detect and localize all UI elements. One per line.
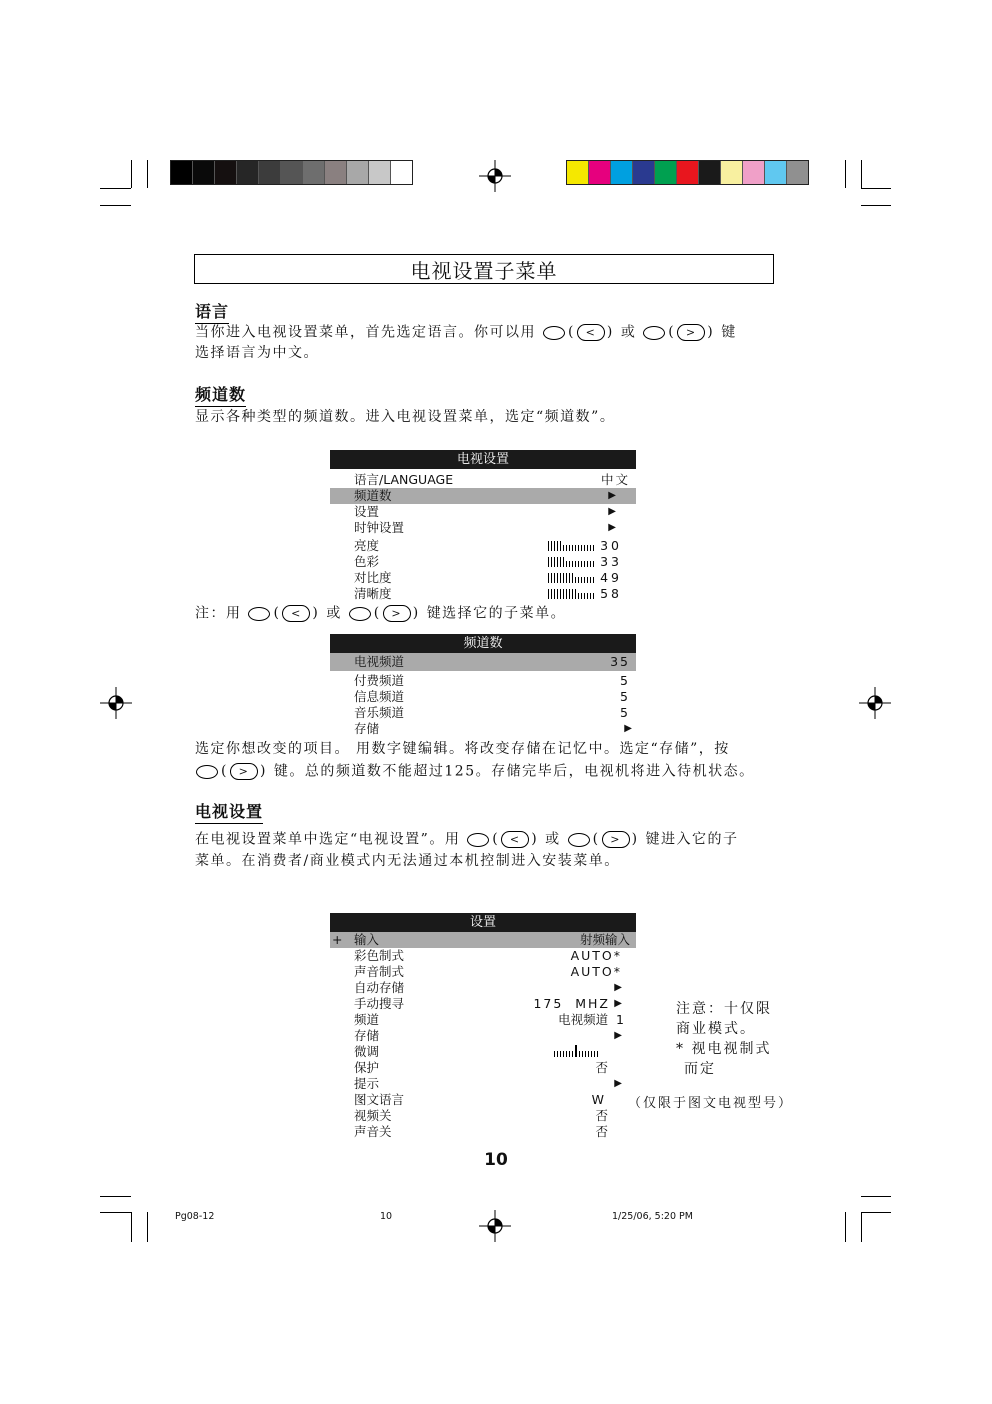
level-bar[interactable] xyxy=(548,573,594,583)
level-tick xyxy=(581,593,582,599)
menu-row[interactable] xyxy=(330,586,636,602)
side-note-line: * 视电视制式 xyxy=(676,1041,772,1057)
level-tick xyxy=(593,561,594,567)
row-label: 清晰度 xyxy=(354,586,392,601)
menu-row[interactable] xyxy=(330,689,636,705)
level-tick xyxy=(572,573,573,583)
level-tick xyxy=(572,589,573,599)
oval-button-icon xyxy=(349,607,371,621)
text: 或 xyxy=(326,605,342,622)
color-swatch xyxy=(589,161,611,184)
paren: ( xyxy=(273,605,281,621)
row-label: 存储 xyxy=(354,721,380,736)
crop-mark xyxy=(861,205,891,206)
row-value: 否 xyxy=(595,1108,610,1123)
color-swatch xyxy=(325,161,347,184)
menu-row[interactable] xyxy=(330,1044,636,1060)
row-value: 5 xyxy=(620,673,630,688)
registration-mark-icon xyxy=(479,1210,511,1242)
channels-paragraph: 显示各种类型的频道数。进入电视设置菜单，选定“频道数”。 xyxy=(195,409,616,425)
color-swatch xyxy=(303,161,325,184)
row-value: 电视频道 1 xyxy=(558,1012,624,1027)
registration-mark-icon xyxy=(859,687,891,719)
side-note-line: 而定 xyxy=(684,1061,716,1077)
oval-button-icon xyxy=(196,765,218,779)
level-value: 58 xyxy=(600,586,622,601)
fine-tick xyxy=(597,1051,598,1057)
row-label: 提示 xyxy=(354,1076,380,1091)
level-tick xyxy=(587,577,588,583)
level-tick xyxy=(563,589,564,599)
arrow-right-icon: ▶ xyxy=(614,982,622,993)
fine-tick xyxy=(572,1051,573,1057)
row-label: 声音关 xyxy=(354,1124,392,1139)
crop-mark xyxy=(861,1196,891,1197)
row-value: W xyxy=(591,1092,606,1107)
level-tick xyxy=(548,541,549,551)
menu-title: 设置 xyxy=(330,913,636,932)
arrow-right-icon: ▶ xyxy=(624,723,632,734)
color-swatch xyxy=(743,161,765,184)
edit-paragraph-line2 xyxy=(195,761,755,783)
text: 键选择它的子菜单。 xyxy=(426,605,567,622)
heading-tv-setup: 电视设置 xyxy=(195,799,263,824)
paren: ( xyxy=(221,763,228,779)
level-tick xyxy=(584,577,585,583)
level-tick xyxy=(557,589,558,599)
level-tick xyxy=(566,545,567,551)
crop-mark xyxy=(861,160,862,188)
right-arrow-button-icon: > xyxy=(230,763,258,780)
row-label: 输入 xyxy=(354,932,380,947)
row-label: 彩色制式 xyxy=(354,948,405,963)
row-label: 自动存储 xyxy=(354,980,405,995)
level-tick xyxy=(557,573,558,583)
left-key-icon xyxy=(543,322,614,343)
fine-tick xyxy=(560,1051,561,1057)
menu-row[interactable] xyxy=(330,570,636,586)
menu-row[interactable] xyxy=(330,980,636,996)
right-key-icon xyxy=(349,603,420,624)
left-key-icon xyxy=(248,603,319,624)
level-tick xyxy=(575,561,576,567)
left-arrow-button-icon: < xyxy=(501,831,529,848)
crop-mark xyxy=(861,1212,891,1213)
text: 或 xyxy=(620,324,637,341)
crop-mark xyxy=(100,1196,131,1197)
level-tick xyxy=(566,589,567,599)
menu-row[interactable] xyxy=(330,948,636,964)
menu-row[interactable] xyxy=(330,1108,636,1124)
right-arrow-button-icon: > xyxy=(602,831,630,848)
crop-mark xyxy=(147,160,148,188)
level-tick xyxy=(548,589,549,599)
side-note-line: 商业模式。 xyxy=(676,1021,756,1037)
level-tick xyxy=(569,545,570,551)
level-tick xyxy=(566,561,567,567)
level-tick xyxy=(551,573,552,583)
right-key-icon xyxy=(643,322,714,343)
side-note xyxy=(676,999,772,1079)
level-value: 49 xyxy=(600,570,622,585)
footer-date: 1/25/06, 5:20 PM xyxy=(612,1211,693,1222)
row-label: 色彩 xyxy=(354,554,380,569)
level-tick xyxy=(581,561,582,567)
level-bar[interactable] xyxy=(548,589,594,599)
crop-mark xyxy=(147,1212,148,1242)
level-tick xyxy=(575,589,576,599)
gray-scale-bar xyxy=(170,160,413,185)
level-tick xyxy=(581,545,582,551)
row-label: 微调 xyxy=(354,1044,380,1059)
level-tick xyxy=(560,589,561,599)
text: 或 xyxy=(545,831,561,848)
fine-tick xyxy=(585,1051,586,1057)
note-paragraph xyxy=(195,603,566,625)
crop-mark xyxy=(861,1212,862,1242)
right-arrow-button-icon: > xyxy=(677,324,705,341)
level-tick xyxy=(560,573,561,583)
paren: ) xyxy=(312,605,320,621)
row-label: 图文语言 xyxy=(354,1092,405,1107)
heading-language: 语言 xyxy=(195,299,229,324)
menu-row-selected[interactable] xyxy=(330,488,636,504)
level-tick xyxy=(554,573,555,583)
fine-tick xyxy=(569,1051,570,1057)
color-swatch xyxy=(787,161,808,184)
level-bar[interactable] xyxy=(548,557,594,567)
row-label: 信息频道 xyxy=(354,689,405,704)
level-tick xyxy=(557,541,558,551)
level-tick xyxy=(584,593,585,599)
color-swatch xyxy=(765,161,787,184)
color-swatch xyxy=(721,161,743,184)
fine-tune-bar[interactable] xyxy=(554,1047,598,1057)
paren: ) xyxy=(531,831,539,847)
color-swatch xyxy=(369,161,391,184)
edit-paragraph-line1: 选定你想改变的项目。 用数字键编辑。将改变存储在记忆中。选定“存储”，按 xyxy=(195,741,730,757)
row-value: 否 xyxy=(595,1060,610,1075)
language-paragraph-line2: 选择语言为中文。 xyxy=(195,345,319,361)
level-tick xyxy=(566,573,567,583)
color-swatch xyxy=(633,161,655,184)
setup-menu xyxy=(330,913,636,1140)
level-tick xyxy=(587,593,588,599)
paren: ( xyxy=(668,324,676,340)
row-value: AUTO* xyxy=(570,948,622,963)
paren: ) xyxy=(606,324,614,340)
plus-icon: + xyxy=(332,932,343,947)
color-swatch xyxy=(259,161,281,184)
row-label: 时钟设置 xyxy=(354,520,405,535)
color-swatch xyxy=(237,161,259,184)
level-tick xyxy=(554,589,555,599)
level-bar[interactable] xyxy=(548,541,594,551)
right-key-icon xyxy=(196,761,267,782)
level-tick xyxy=(593,545,594,551)
channel-count-menu xyxy=(330,634,636,737)
menu-row[interactable] xyxy=(330,1124,636,1140)
level-tick xyxy=(578,593,579,599)
row-value: 射频输入 xyxy=(579,932,630,947)
tv-setup-menu xyxy=(330,450,636,602)
fine-tick xyxy=(582,1051,583,1057)
color-swatch xyxy=(699,161,721,184)
menu-row[interactable] xyxy=(330,1060,636,1076)
level-value: 30 xyxy=(600,538,622,553)
crop-mark xyxy=(131,1212,132,1242)
level-tick xyxy=(587,561,588,567)
menu-row[interactable] xyxy=(330,1028,636,1044)
text: 注：用 xyxy=(195,605,242,622)
text: 当你进入电视设置菜单，首先选定语言。你可以用 xyxy=(195,324,536,341)
fine-tick xyxy=(591,1051,592,1057)
level-tick xyxy=(560,557,561,567)
level-tick xyxy=(572,561,573,567)
menu-row[interactable] xyxy=(330,504,636,520)
level-tick xyxy=(578,561,579,567)
arrow-right-icon: ▶ xyxy=(608,522,616,533)
arrow-right-icon: ▶ xyxy=(614,1078,622,1089)
fine-tick xyxy=(594,1051,595,1057)
fine-tick xyxy=(554,1051,555,1057)
level-tick xyxy=(590,577,591,583)
color-scale-bar xyxy=(566,160,809,185)
level-tick xyxy=(578,545,579,551)
left-arrow-button-icon: < xyxy=(577,324,605,341)
row-label: 付费频道 xyxy=(354,673,405,688)
level-tick xyxy=(593,577,594,583)
level-tick xyxy=(593,593,594,599)
row-label: 设置 xyxy=(354,504,380,519)
crop-mark xyxy=(100,188,131,189)
crop-mark xyxy=(845,160,846,188)
menu-title: 电视设置 xyxy=(330,450,636,469)
menu-row[interactable] xyxy=(330,705,636,721)
level-tick xyxy=(548,573,549,583)
heading-channels: 频道数 xyxy=(195,382,246,407)
text: 键进入它的子 xyxy=(645,831,739,848)
level-tick xyxy=(572,545,573,551)
menu-row[interactable] xyxy=(330,1012,636,1028)
oval-button-icon xyxy=(643,326,665,340)
level-tick xyxy=(590,593,591,599)
menu-row[interactable] xyxy=(330,721,636,737)
footer-file: Pg08-12 xyxy=(175,1211,215,1222)
paren: ) xyxy=(707,324,715,340)
row-value: 35 xyxy=(610,654,630,669)
crop-mark xyxy=(861,188,891,189)
row-label: 频道数 xyxy=(354,488,392,503)
crop-mark xyxy=(100,1212,131,1213)
level-tick xyxy=(557,557,558,567)
text: 键。总的频道数不能超过125。存储完毕后，电视机将进入待机状态。 xyxy=(273,763,755,780)
color-swatch xyxy=(567,161,589,184)
level-tick xyxy=(575,577,576,583)
level-tick xyxy=(563,557,564,567)
oval-button-icon xyxy=(248,607,270,621)
level-tick xyxy=(590,561,591,567)
level-tick xyxy=(584,561,585,567)
level-tick xyxy=(563,545,564,551)
color-swatch xyxy=(655,161,677,184)
teletext-note: （仅限于图文电视型号） xyxy=(628,1096,794,1111)
paren: ( xyxy=(592,831,600,847)
row-value: 中文 xyxy=(600,472,630,487)
page-number: 10 xyxy=(484,1150,508,1170)
crop-mark xyxy=(131,160,132,188)
level-tick xyxy=(563,573,564,583)
row-label: 存储 xyxy=(354,1028,380,1043)
oval-button-icon xyxy=(467,833,489,847)
row-value: AUTO* xyxy=(570,964,622,979)
menu-row[interactable] xyxy=(330,520,636,536)
row-label: 语言/LANGUAGE xyxy=(354,472,454,487)
fine-tick xyxy=(575,1045,577,1057)
menu-row[interactable] xyxy=(330,996,636,1012)
paren: ( xyxy=(567,324,575,340)
arrow-right-icon: ▶ xyxy=(614,998,622,1009)
row-label: 手动搜寻 xyxy=(354,996,405,1011)
registration-mark-icon xyxy=(479,160,511,192)
row-label: 保护 xyxy=(354,1060,380,1075)
level-value: 33 xyxy=(600,554,622,569)
menu-row-selected[interactable] xyxy=(330,653,636,671)
fine-tick xyxy=(588,1051,589,1057)
level-tick xyxy=(551,541,552,551)
fine-tick xyxy=(566,1051,567,1057)
left-arrow-button-icon: < xyxy=(282,605,310,622)
color-swatch xyxy=(391,161,412,184)
arrow-right-icon: ▶ xyxy=(614,1030,622,1041)
level-tick xyxy=(569,589,570,599)
menu-row[interactable] xyxy=(330,1092,636,1108)
paren: ) xyxy=(259,763,267,779)
row-value: 否 xyxy=(595,1124,610,1139)
menu-row[interactable] xyxy=(330,554,636,570)
row-label: 频道 xyxy=(354,1012,380,1027)
menu-title: 频道数 xyxy=(330,634,636,653)
level-tick xyxy=(551,557,552,567)
text: 键 xyxy=(721,324,737,341)
crop-mark xyxy=(100,205,131,206)
level-tick xyxy=(587,545,588,551)
left-key-icon xyxy=(467,829,538,850)
menu-row[interactable] xyxy=(330,964,636,980)
color-swatch xyxy=(347,161,369,184)
menu-row-selected[interactable] xyxy=(330,932,636,948)
color-swatch xyxy=(281,161,303,184)
language-paragraph-line1 xyxy=(195,322,737,344)
fine-tick xyxy=(563,1051,564,1057)
row-value: 5 xyxy=(620,705,630,720)
row-label: 视频关 xyxy=(354,1108,392,1123)
color-swatch xyxy=(215,161,237,184)
row-label: 电视频道 xyxy=(354,654,405,669)
fine-tick xyxy=(557,1051,558,1057)
level-tick xyxy=(578,577,579,583)
text: 在电视设置菜单中选定“电视设置”。用 xyxy=(195,831,461,848)
level-tick xyxy=(554,541,555,551)
menu-row[interactable] xyxy=(330,1076,636,1092)
paren: ) xyxy=(412,605,420,621)
level-tick xyxy=(569,573,570,583)
menu-row[interactable] xyxy=(330,472,636,488)
paren: ( xyxy=(492,831,500,847)
color-swatch xyxy=(171,161,193,184)
row-label: 亮度 xyxy=(354,538,380,553)
footer-page: 10 xyxy=(380,1211,393,1222)
row-label: 声音制式 xyxy=(354,964,405,979)
registration-mark-icon xyxy=(100,687,132,719)
arrow-right-icon: ▶ xyxy=(608,506,616,517)
row-value: 175 MHZ xyxy=(533,996,610,1011)
side-note-line: 注意：十仅限 xyxy=(676,1001,772,1017)
right-arrow-button-icon: > xyxy=(383,605,411,622)
page-title: 电视设置子菜单 xyxy=(194,254,774,284)
arrow-right-icon: ▶ xyxy=(608,490,616,501)
level-tick xyxy=(581,577,582,583)
tvsetup-paragraph-line2: 菜单。在消费者/商业模式内无法通过本机控制进入安装菜单。 xyxy=(195,853,620,869)
color-swatch xyxy=(611,161,633,184)
paren: ( xyxy=(373,605,381,621)
paren: ) xyxy=(631,831,639,847)
level-tick xyxy=(554,557,555,567)
color-swatch xyxy=(677,161,699,184)
level-tick xyxy=(584,545,585,551)
oval-button-icon xyxy=(543,326,565,340)
crop-mark xyxy=(845,1212,846,1242)
right-key-icon xyxy=(568,829,639,850)
oval-button-icon xyxy=(568,833,590,847)
menu-row[interactable] xyxy=(330,673,636,689)
row-value: 5 xyxy=(620,689,630,704)
row-label: 对比度 xyxy=(354,570,392,585)
row-label: 音乐频道 xyxy=(354,705,405,720)
tvsetup-paragraph-line1 xyxy=(195,829,739,851)
level-tick xyxy=(575,545,576,551)
fine-tick xyxy=(579,1051,580,1057)
menu-row[interactable] xyxy=(330,538,636,554)
color-swatch xyxy=(193,161,215,184)
level-tick xyxy=(551,589,552,599)
level-tick xyxy=(560,541,561,551)
level-tick xyxy=(569,561,570,567)
level-tick xyxy=(548,557,549,567)
level-tick xyxy=(590,545,591,551)
